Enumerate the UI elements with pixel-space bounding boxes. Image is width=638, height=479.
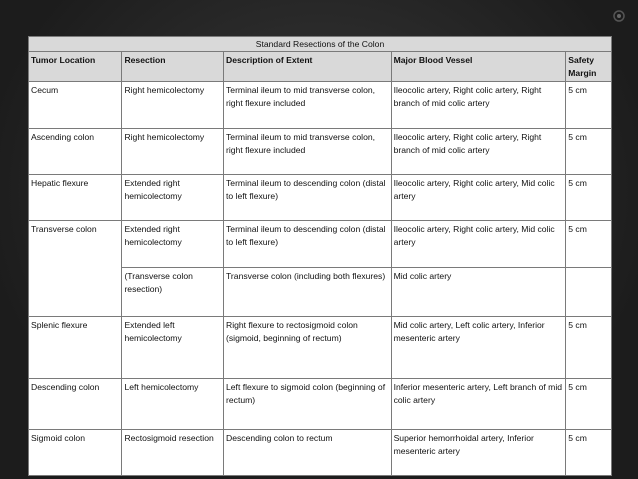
cell-margin: 5 cm [566, 128, 612, 174]
cell-extent: Terminal ileum to mid transverse colon, right flexure included [224, 128, 392, 174]
cell-location: Transverse colon [29, 221, 122, 317]
resections-table-container [28, 36, 612, 476]
table-title-row [29, 37, 612, 52]
cell-vessel: Mid colic artery, Left colic artery, Inferior mesenteric artery [391, 316, 566, 378]
cell-vessel: Ileocolic artery, Right colic artery, Right branch of mid colic artery [391, 128, 566, 174]
table-title: Standard Resections of the Colon [29, 37, 612, 52]
cell-resection: Extended right hemicolectomy [122, 174, 224, 220]
cell-location: Cecum [29, 82, 122, 128]
table-row [29, 82, 612, 128]
cell-margin: 5 cm [566, 316, 612, 378]
table-row [29, 221, 612, 267]
cell-vessel: Superior hemorrhoidal artery, Inferior mesenteric artery [391, 429, 566, 475]
cell-margin: 5 cm [566, 174, 612, 220]
cell-resection: Extended right hemicolectomy [122, 221, 224, 267]
cell-extent: Terminal ileum to descending colon (distal to left flexure) [224, 174, 392, 220]
column-header: Resection [122, 52, 224, 82]
cell-vessel: Ileocolic artery, Right colic artery, Right branch of mid colic artery [391, 82, 566, 128]
resections-table [28, 36, 612, 476]
cell-resection: Right hemicolectomy [122, 82, 224, 128]
cell-vessel: Ileocolic artery, Right colic artery, Mid colic artery [391, 174, 566, 220]
column-header: Safety Margin [566, 52, 612, 82]
cell-extent: Descending colon to rectum [224, 429, 392, 475]
cell-extent: Transverse colon (including both flexures) [224, 267, 392, 316]
slide-bullet-icon [612, 9, 626, 23]
cell-margin: 5 cm [566, 221, 612, 267]
cell-location: Sigmoid colon [29, 429, 122, 475]
cell-margin [566, 267, 612, 316]
cell-resection: Left hemicolectomy [122, 379, 224, 429]
cell-margin: 5 cm [566, 379, 612, 429]
cell-location: Splenic flexure [29, 316, 122, 378]
cell-margin: 5 cm [566, 82, 612, 128]
table-row [29, 128, 612, 174]
cell-vessel: Mid colic artery [391, 267, 566, 316]
cell-extent: Left flexure to sigmoid colon (beginning of rectum) [224, 379, 392, 429]
cell-extent: Right flexure to rectosigmoid colon (sigmoid, beginning of rectum) [224, 316, 392, 378]
cell-resection: Extended left hemicolectomy [122, 316, 224, 378]
cell-resection: (Transverse colon resection) [122, 267, 224, 316]
cell-location: Descending colon [29, 379, 122, 429]
cell-resection: Rectosigmoid resection [122, 429, 224, 475]
table-row [29, 429, 612, 475]
cell-vessel: Ileocolic artery, Right colic artery, Mid colic artery [391, 221, 566, 267]
table-row [29, 174, 612, 220]
cell-extent: Terminal ileum to descending colon (distal to left flexure) [224, 221, 392, 267]
table-row [29, 379, 612, 429]
column-header: Description of Extent [224, 52, 392, 82]
cell-location: Ascending colon [29, 128, 122, 174]
cell-location: Hepatic flexure [29, 174, 122, 220]
table-row [29, 316, 612, 378]
table-header-row [29, 52, 612, 82]
cell-margin: 5 cm [566, 429, 612, 475]
cell-vessel: Inferior mesenteric artery, Left branch of mid colic artery [391, 379, 566, 429]
cell-extent: Terminal ileum to mid transverse colon, right flexure included [224, 82, 392, 128]
cell-resection: Right hemicolectomy [122, 128, 224, 174]
column-header: Major Blood Vessel [391, 52, 566, 82]
column-header: Tumor Location [29, 52, 122, 82]
